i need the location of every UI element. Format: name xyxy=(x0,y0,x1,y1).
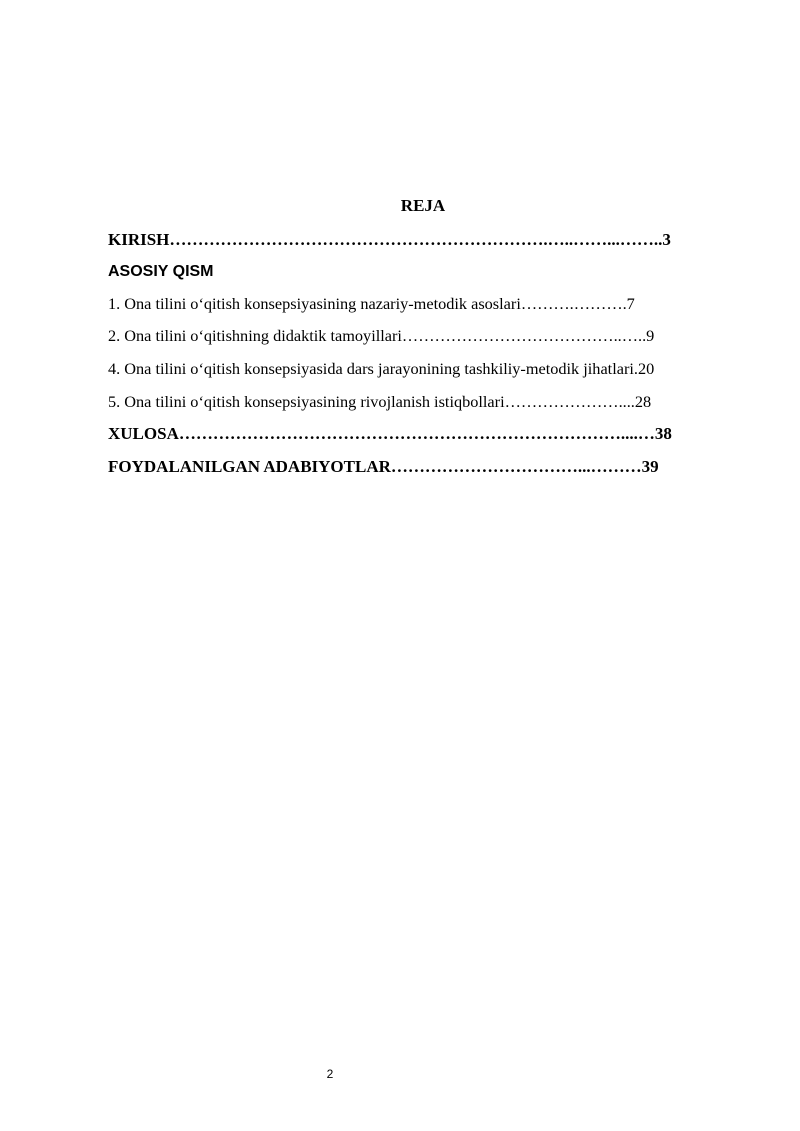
toc-entry-4: 4. Ona tilini o‘qitish konsepsiyasida dars jarayonining tashkiliy-metodik jihatlari.20 xyxy=(108,359,655,378)
page-number: 2 xyxy=(326,1067,334,1081)
toc-entry-kirish: KIRISH………………………………………………………….…..……...……..3 xyxy=(108,230,671,249)
toc-entry-5: 5. Ona tilini o‘qitish konsepsiyasining rivojlanish istiqbollari…………………....28 xyxy=(108,392,652,411)
toc-entry-xulosa: XULOSA……………………………………………………………………....…38 xyxy=(108,424,672,443)
toc-section-heading: ASOSIY QISM xyxy=(108,263,214,280)
toc-entry-1: 1. Ona tilini o‘qitish konsepsiyasining nazariy-metodik asoslari……….……….7 xyxy=(108,294,635,313)
toc-entry-2: 2. Ona tilini o‘qitishning didaktik tamoyillari…………………………………..…..9 xyxy=(108,326,655,345)
toc-entry-adabiyotlar: FOYDALANILGAN ADABIYOTLAR……………………………...………39 xyxy=(108,457,659,476)
page-title: REJA xyxy=(400,196,446,215)
